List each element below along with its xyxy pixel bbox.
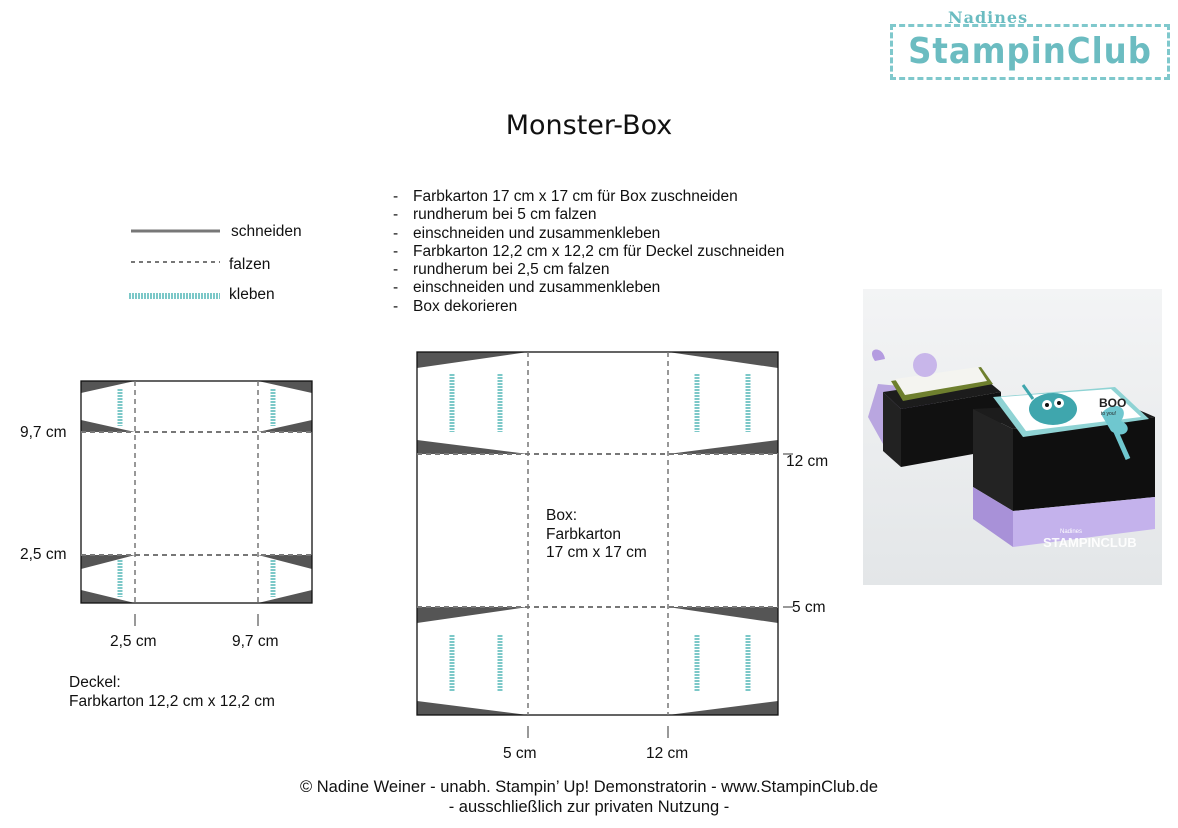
lid-flap	[81, 381, 135, 393]
lid-flap	[258, 555, 312, 569]
box-dim-label: 12 cm	[646, 745, 689, 762]
box-dim-label: 5 cm	[792, 599, 826, 616]
box-flap	[417, 607, 528, 623]
box-label	[546, 507, 647, 563]
photo-tag-text: to you!	[1101, 411, 1117, 417]
lid-outline	[81, 381, 312, 603]
lid-flap	[81, 555, 135, 569]
lid-dim-label: 9,7 cm	[232, 633, 279, 650]
box-label-line: 17 cm x 17 cm	[546, 544, 647, 561]
box-flap	[668, 701, 778, 715]
footer-note: - ausschließlich zur privaten Nutzung -	[448, 798, 730, 816]
lid-caption-text: Farbkarton 12,2 cm x 12,2 cm	[69, 692, 275, 710]
lid-flap	[258, 590, 312, 603]
box-flap	[668, 352, 778, 368]
legend-cut-label: schneiden	[231, 223, 302, 240]
instruction-step: - einschneiden und zusammenkleben	[393, 225, 784, 243]
lid-caption-title: Deckel:	[69, 674, 121, 691]
lid-flap	[81, 420, 135, 432]
legend-fold-label: falzen	[229, 256, 271, 273]
instruction-step: - Farbkarton 12,2 cm x 12,2 cm für Deckel zuschneiden	[393, 243, 784, 261]
instruction-step: - rundherum bei 5 cm falzen	[393, 206, 784, 224]
product-photo	[863, 289, 1162, 585]
lid-dim-label: 2,5 cm	[20, 546, 67, 563]
box-flap	[417, 352, 528, 368]
box-flap	[668, 607, 778, 623]
instruction-step: - Box dekorieren	[393, 298, 784, 316]
box-label-title: Box:	[546, 507, 578, 524]
photo-tag-text: BOO	[1099, 396, 1127, 410]
box-flap	[417, 440, 528, 454]
logo: StampinClub	[890, 24, 1170, 80]
lid-flap	[81, 590, 135, 603]
footer-copyright: © Nadine Weiner - unabh. Stampin’ Up! Demonstratorin - www.StampinClub.de	[300, 778, 878, 796]
product-photo-drawing	[863, 289, 1162, 585]
instruction-step: - rundherum bei 2,5 cm falzen	[393, 261, 784, 279]
box-flap	[668, 440, 778, 454]
photo-watermark: STAMPINCLUB	[1043, 535, 1137, 550]
lid-template	[0, 0, 340, 680]
box-dim-label: 5 cm	[503, 745, 537, 762]
lid-caption	[69, 674, 275, 711]
lid-flap	[258, 381, 312, 393]
lid-flap	[258, 420, 312, 432]
lid-dim-label: 9,7 cm	[20, 424, 67, 441]
instruction-step: - Farbkarton 17 cm x 17 cm für Box zuschneiden	[393, 188, 784, 206]
lid-dim-label: 2,5 cm	[110, 633, 157, 650]
box-dim-label: 12 cm	[786, 453, 829, 470]
page-title: Monster-Box	[505, 110, 673, 141]
logo-subtitle: Nadines	[948, 8, 1029, 27]
legend-glue-label: kleben	[229, 286, 275, 303]
box-label-line: Farbkarton	[546, 525, 621, 543]
instruction-list	[393, 188, 784, 316]
box-flap	[417, 701, 528, 715]
instruction-step: - einschneiden und zusammenkleben	[393, 279, 784, 297]
photo-watermark-subtitle: Nadines	[1060, 529, 1083, 535]
